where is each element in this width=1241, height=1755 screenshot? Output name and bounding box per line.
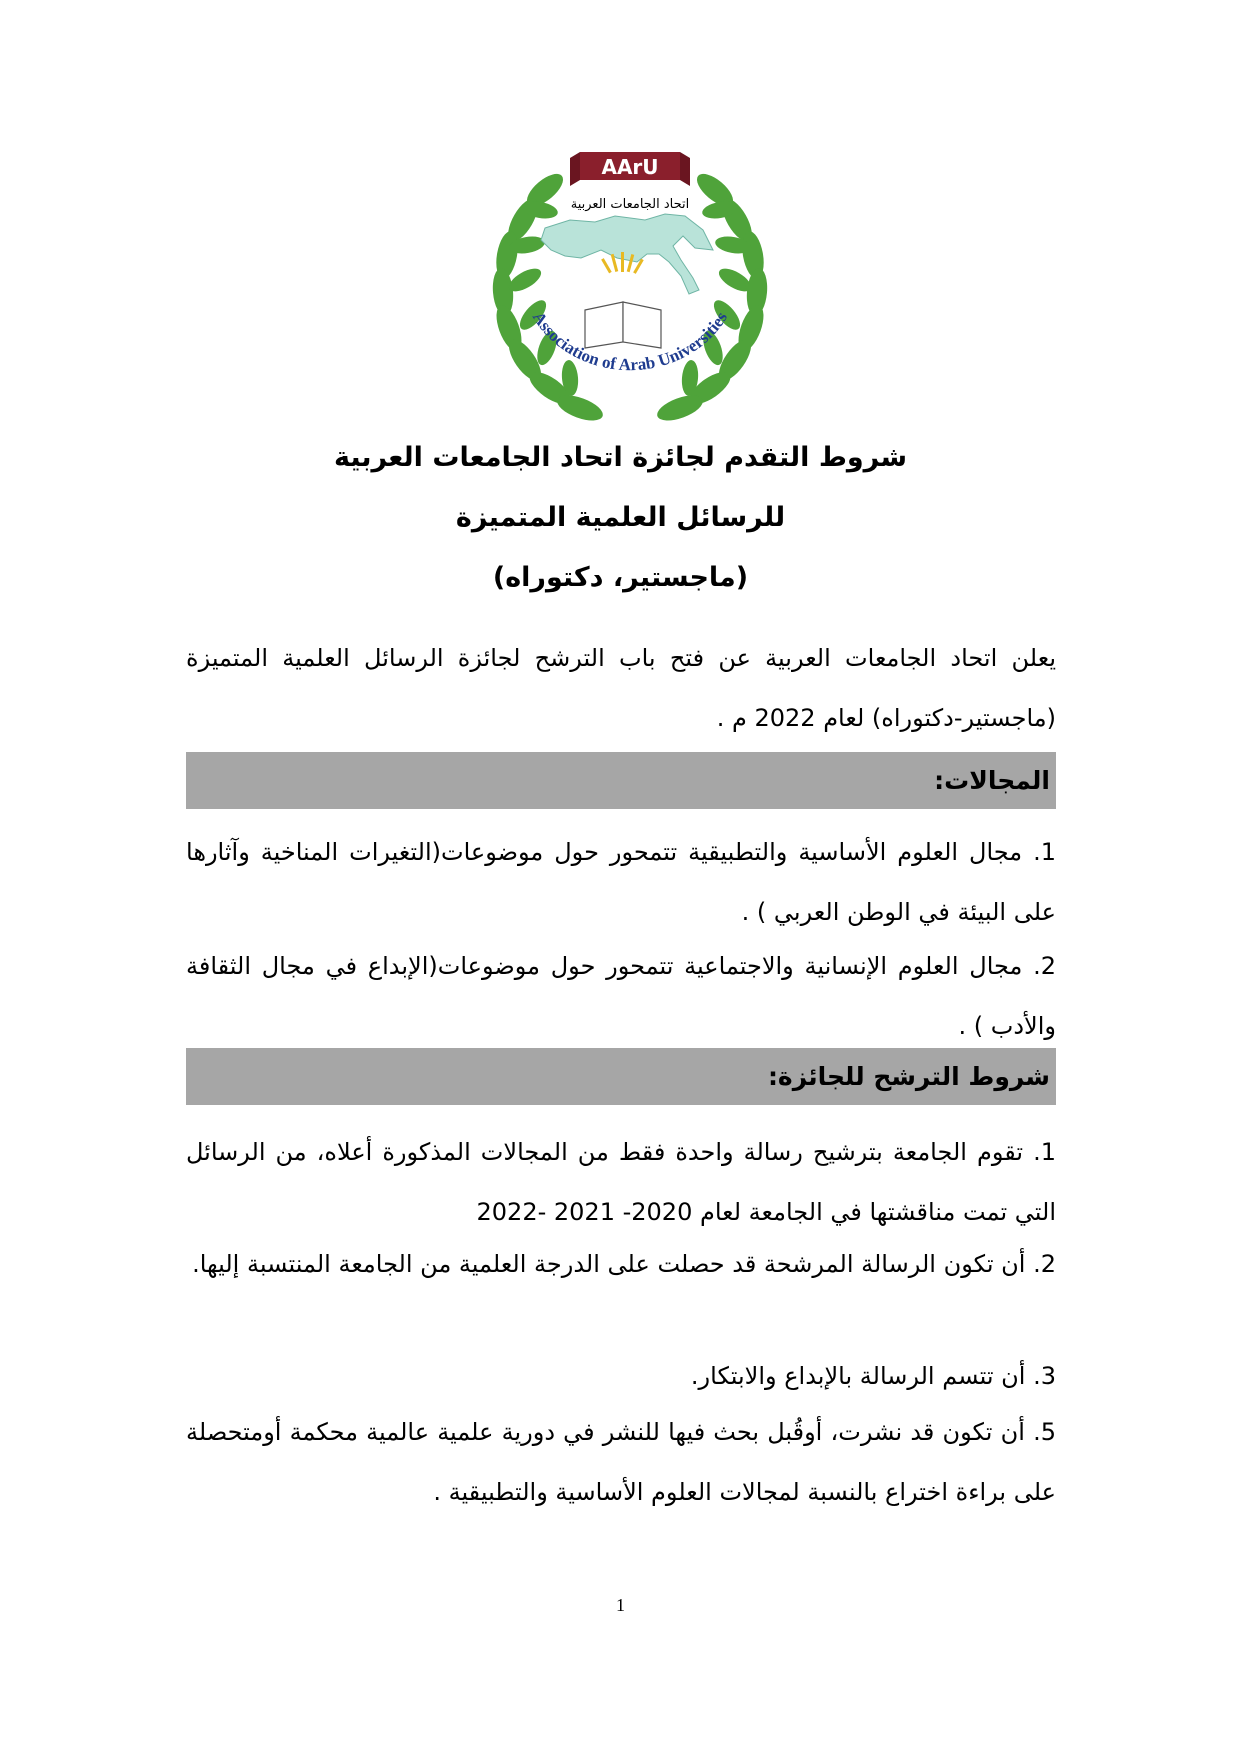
list-item: 1. مجال العلوم الأساسية والتطبيقية تتمحور حول موضوعات(التغيرات المناخية وآثارها على البيئة في الوطن العربي ) . [186,838,1056,926]
aaru-logo [485,150,775,435]
page-number: 1 [616,1595,625,1615]
svg-text:Association of Arab Universiti: Association of Arab Universities [528,308,732,375]
list-item: 3. أن تتسم الرسالة بالإبداع والابتكار. [690,1362,1056,1390]
intro-paragraph: يعلن اتحاد الجامعات العربية عن فتح باب الترشح لجائزة الرسائل العلمية المتميزة (ماجستير-دكتوراه) لعام 2022 م . [186,644,1056,732]
aaru-emblem-icon [485,150,775,435]
svg-text:AArU: AArU [601,155,659,179]
conditions-heading: شروط الترشح للجائزة: [186,1048,1056,1105]
list-item: 2. مجال العلوم الإنسانية والاجتماعية تتمحور حول موضوعات(الإبداع في مجال الثقافة والأدب ) . [186,952,1056,1040]
page-title: شروط التقدم لجائزة اتحاد الجامعات العربية [333,442,908,473]
fields-heading: المجالات: [186,752,1056,809]
list-item: 2. أن تكون الرسالة المرشحة قد حصلت على الدرجة العلمية من الجامعة المنتسبة إليها. [192,1250,1056,1278]
page-subtitle-degrees: (ماجستير، دكتوراه) [492,562,749,593]
list-item: 5. أن تكون قد نشرت، أوقُبل بحث فيها للنشر في دورية علمية عالمية محكمة أومتحصلة على براءة اختراع بالنسبة لمجالات العلوم الأساسية والتطبيقية . [186,1418,1056,1506]
page-subtitle: للرسائل العلمية المتميزة [455,502,786,533]
list-item: 1. تقوم الجامعة بترشيح رسالة واحدة فقط من المجالات المذكورة أعلاه، من الرسائل التي تمت مناقشتها في الجامعة لعام 2020- 2021 -2022 [186,1138,1056,1226]
svg-text:اتحاد الجامعات العربية: اتحاد الجامعات العربية [570,197,690,212]
